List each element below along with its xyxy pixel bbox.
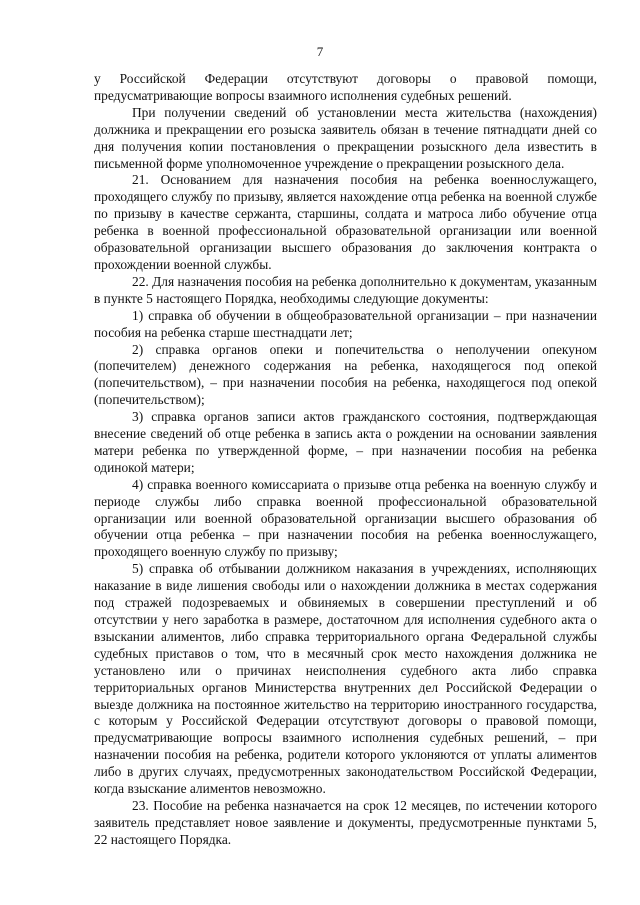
paragraph-continuation: у Российской Федерации отсутствуют договоры о правовой помощи, предусматривающие вопросы взаимного исполнения судебных решений. — [94, 71, 597, 103]
paragraph-23: 23. Пособие на ребенка назначается на срок 12 месяцев, по истечении которого заявитель представляет новое заявление и документы, предусмотренные пунктами 5, 22 настоящего Порядка. — [94, 797, 597, 847]
document-body — [94, 71, 597, 849]
paragraph-22-item-5: 5) справка об отбывании должником наказания в учреждениях, исполняющих наказание в виде лишения свободы или о нахождении должника в местах содержания под стражей подозреваемых и обвиняемых в совершении преступлений и об отсутствии у него заработка в размере, достаточном для исполнения судебного акта о взыскании алиментов, либо справка территориального органа Федеральной службы судебных приставов о том, что в месячный срок место нахождения должника не установлено или о причинах неисполнения судебного акта либо справка территориальных органов Министерства внутренних дел Российской Федерации о выезде должника на постоянное жительство на территорию иностранного государства, с которым у Российской Федерации отсутствуют договоры о правовой помощи, предусматривающие вопросы взаимного исполнения судебных решений, – при назначении пособия на ребенка, родители которого уклоняются от уплаты алиментов либо в других случаях, предусмотренных законодательством Российской Федерации, когда взыскание алиментов невозможно. — [94, 561, 597, 797]
paragraph-22-item-3: 3) справка органов записи актов гражданского состояния, подтверждающая внесение сведений об отце ребенка в запись акта о рождении на основании заявления матери ребенка по утвержденной форме, – при назначении пособия на ребенка одинокой матери; — [94, 409, 597, 475]
paragraph-22-item-4: 4) справка военного комиссариата о призыве отца ребенка на военную службу и периоде службы либо справка военной профессиональной образовательной организации или военной образовательной организации высшего образования об обучении отца ребенка – при назначении пособия на ребенка военнослужащего, проходящего военную службу по призыву; — [94, 476, 597, 560]
paragraph-22-item-1: 1) справка об обучении в общеобразовательной организации – при назначении пособия на ребенка старше шестнадцати лет; — [94, 307, 597, 340]
paragraph-22-item-2: 2) справка органов опеки и попечительства о неполучении опекуном (попечителем) денежного содержания на ребенка, находящегося под опекой (попечительством), – при назначении пособия на ребенка, находящегося под опекой (попечительством); — [94, 341, 597, 408]
page-number: 7 — [316, 44, 324, 59]
paragraph-22: 22. Для назначения пособия на ребенка дополнительно к документам, указанным в пункте 5 настоящего Порядка, необходимы следующие документы: — [94, 273, 597, 306]
paragraph-search-termination: При получении сведений об установлении места жительства (нахождения) должника и прекращении его розыска заявитель обязан в течение пятнадцати дней со дня получения копии постановления о прекращении розыскного дела известить в письменной форме уполномоченное учреждение о прекращении розыскного дела. — [94, 104, 597, 171]
paragraph-21: 21. Основанием для назначения пособия на ребенка военнослужащего, проходящего службу по призыву, является нахождение отца ребенка на военной службе по призыву в качестве сержанта, старшины, солдата и матроса либо обучение отца ребенка в военной профессиональной образовательной организации или военной образовательной организации высшего образования до заключения контракта о прохождении военной службы. — [94, 172, 597, 272]
